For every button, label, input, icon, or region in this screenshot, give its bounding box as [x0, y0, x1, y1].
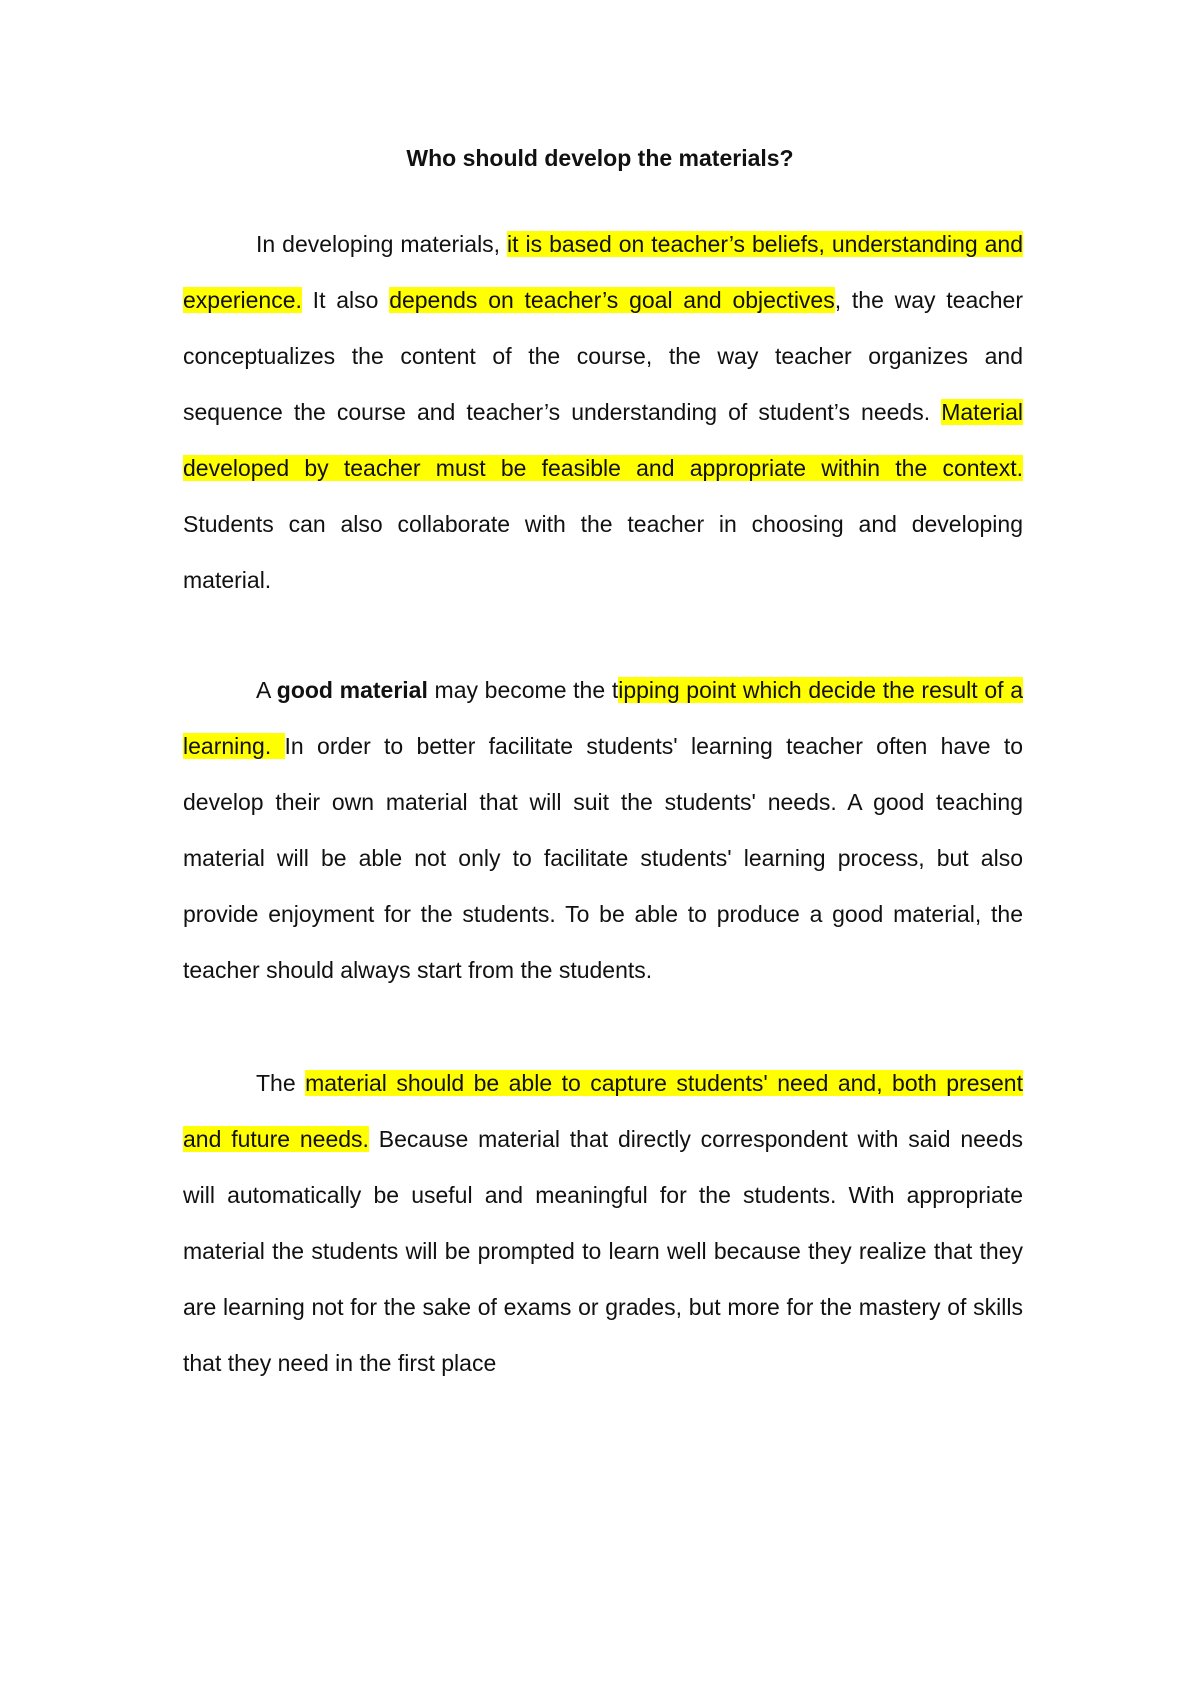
bold-text: good material	[276, 677, 428, 703]
paragraph-2-text: In order to better facilitate students' learning teacher often have to develop their own material that will suit the students' needs. A good teaching material will be able not only to facilitate students' learning process, but also provide enjoyment for the students. To be able to produce a good material, the teacher should always start from the students.	[183, 733, 1023, 983]
highlighted-text: it is based on teacher’s beliefs, understanding and experience.	[183, 231, 1023, 313]
paragraph-1-text: In developing materials,	[256, 231, 508, 257]
paragraph-1-text: , the way teacher conceptualizes the content of the course, the way teacher organizes and sequence the course and teacher’s understanding of student’s needs.	[183, 287, 1023, 425]
paragraph-3-text: Because material that directly correspondent with said needs will automatically be useful and meaningful for the students. With appropriate material the students will be prompted to learn well because they realize that they are learning not for the sake of exams or grades, but more for the mastery of skills that they need in the first place	[183, 1126, 1023, 1376]
paragraph-3	[183, 1055, 1023, 1391]
paragraph-2	[183, 662, 1023, 998]
paragraph-2-text: may become the t	[427, 677, 619, 703]
paragraph-1	[183, 216, 1023, 608]
document-title: Who should develop the materials?	[406, 145, 794, 171]
highlighted-text: depends on teacher’s goal and objectives	[389, 287, 835, 313]
highlighted-text: Material developed by teacher must be feasible and appropriate within the context.	[183, 399, 1023, 481]
highlighted-text: ipping point which decide the result of a learning.	[183, 677, 1023, 759]
paragraph-1-text: It also	[301, 287, 390, 313]
paragraph-2-text: A	[256, 677, 277, 703]
paragraph-3-text: The	[256, 1070, 306, 1096]
paragraph-1-text: Students can also collaborate with the teacher in choosing and developing material.	[183, 511, 1023, 593]
highlighted-text: material should be able to capture students' need and, both present and future needs.	[183, 1070, 1023, 1152]
